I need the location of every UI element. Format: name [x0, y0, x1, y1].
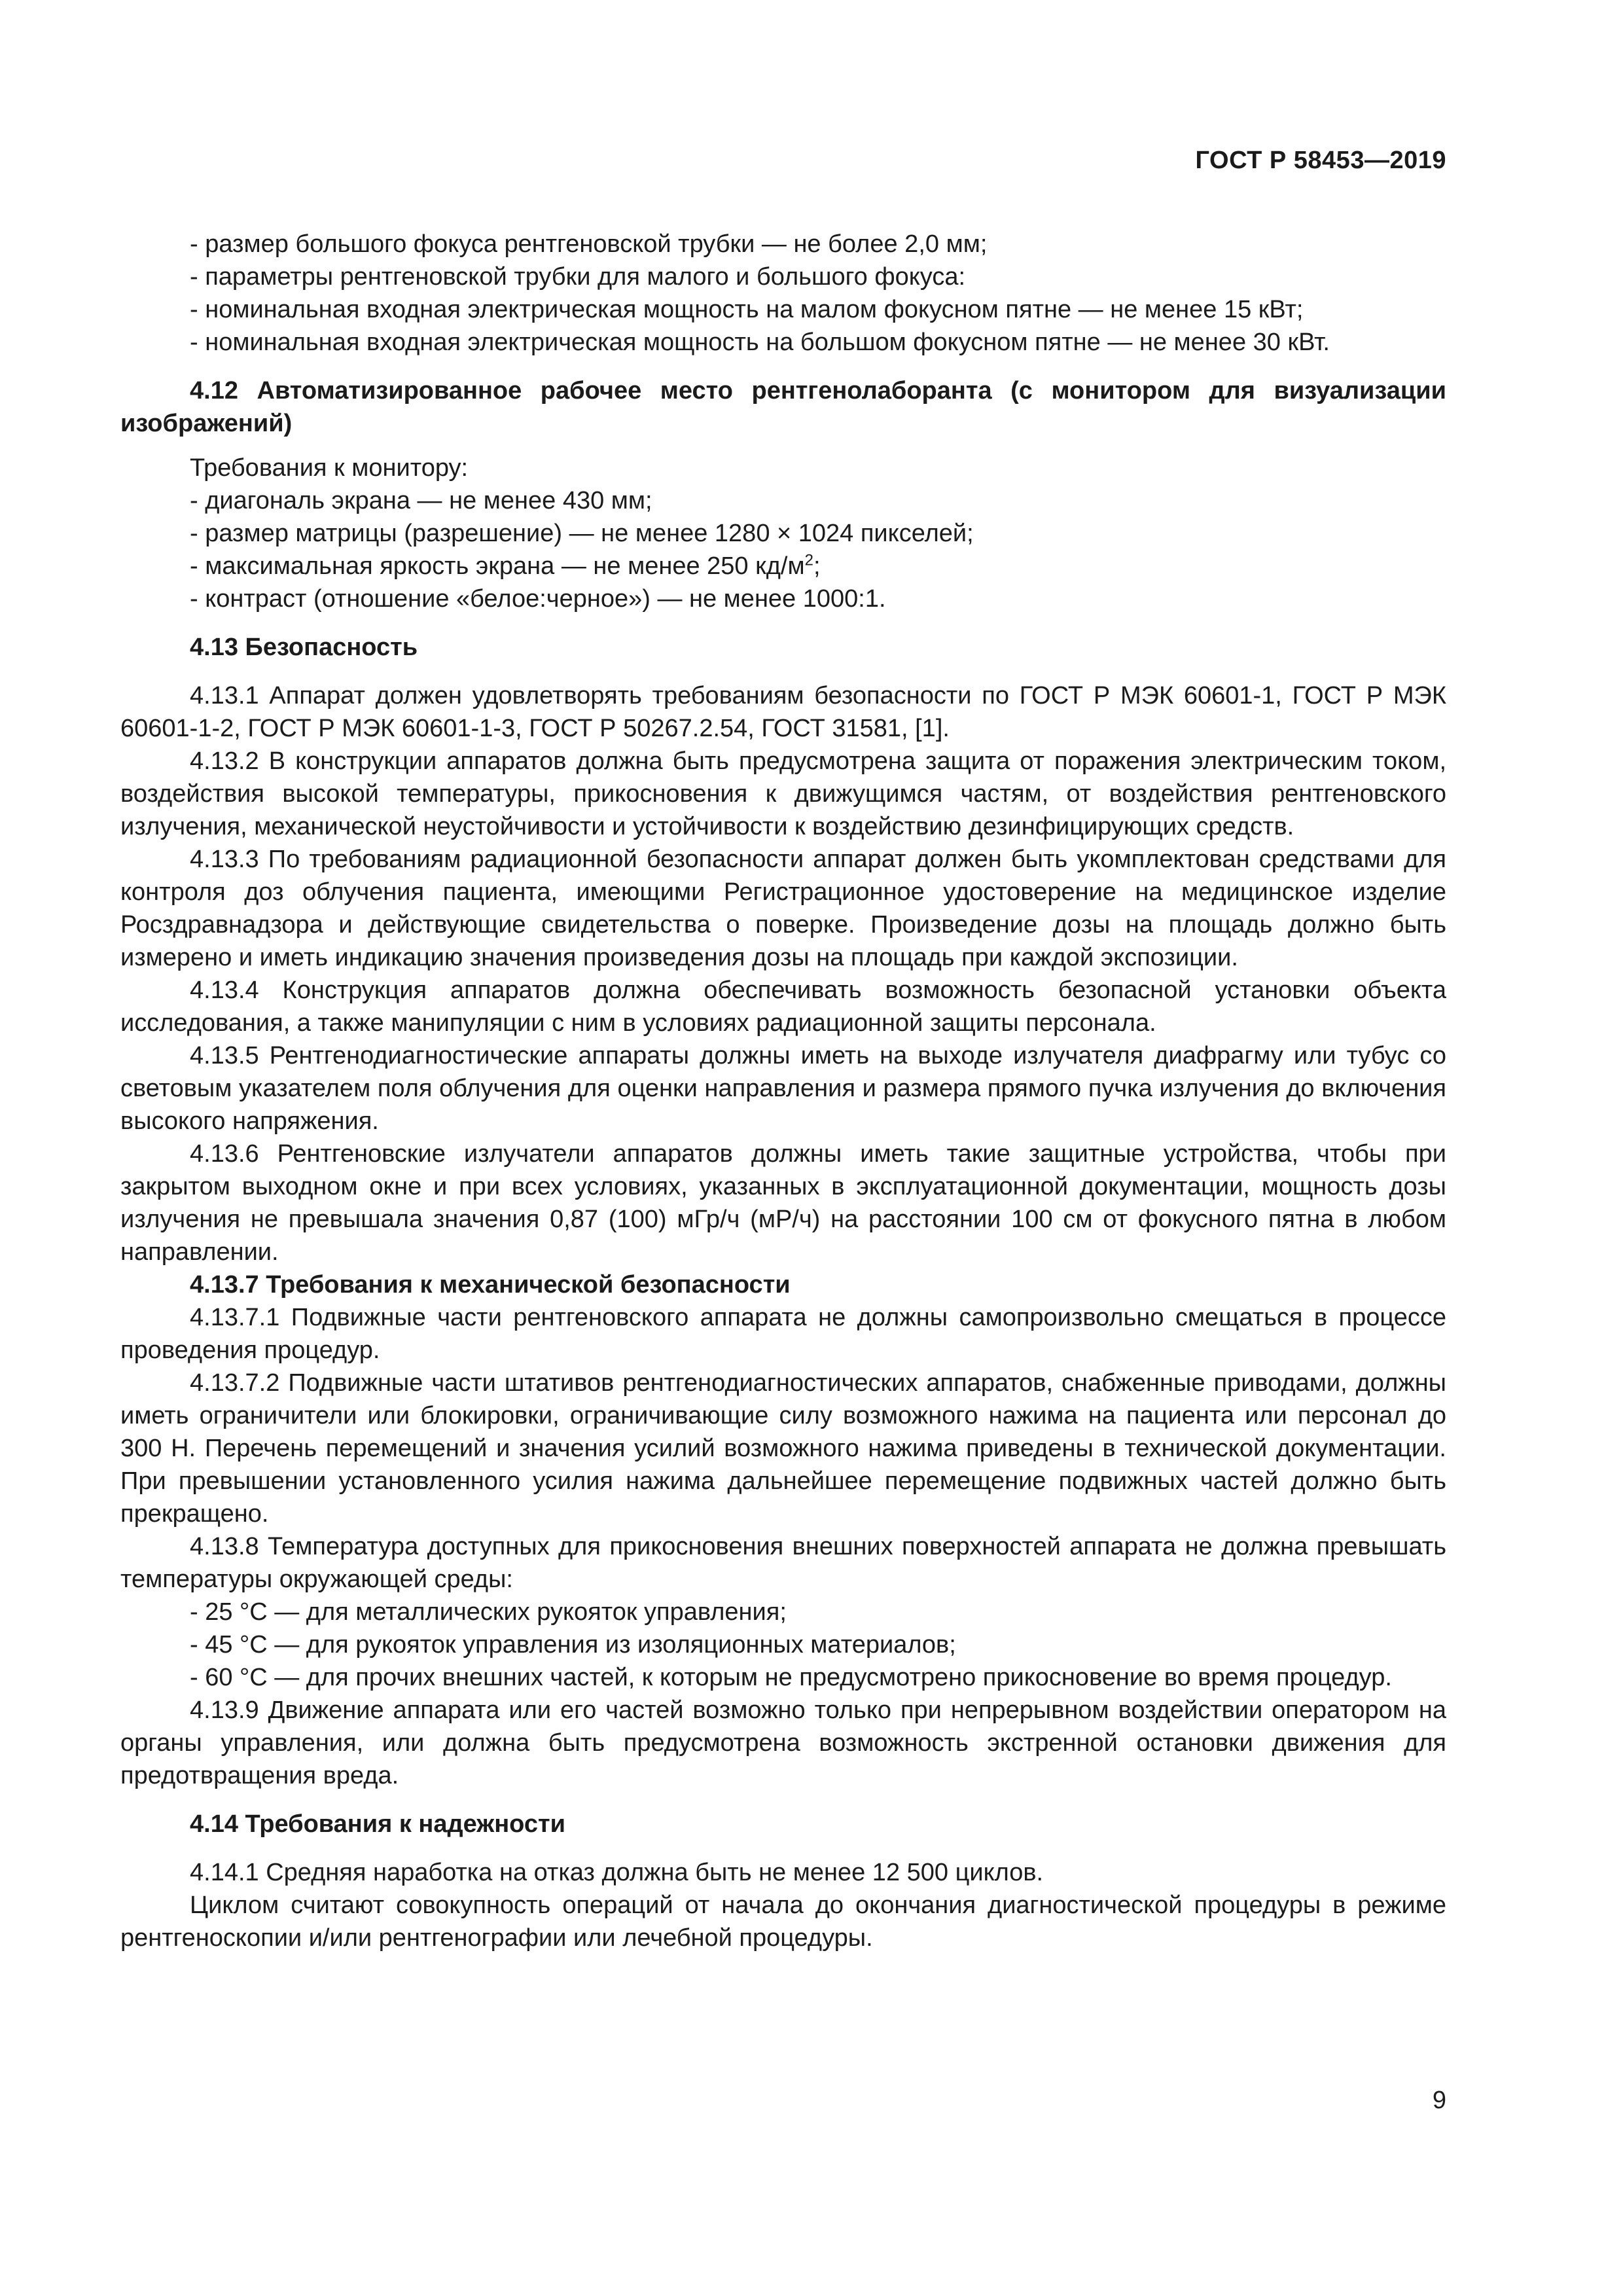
paragraph-4-13-3: 4.13.3 По требованиям радиационной безопасности аппарат должен быть укомплектован средствами для контроля доз облучения пациента, имеющими Регистрационное удостоверение на медицинское изделие Росздравнадзора и действующие свидетельства о поверке. Произведение дозы на площадь должно быть измерено и иметь индикацию значения произведения дозы на площадь при каждой экспозиции.: [120, 846, 1446, 971]
list-item: - номинальная входная электрическая мощность на большом фокусном пятне — не менее 30 кВт.: [190, 329, 1330, 356]
list-item: - 25 °С — для металлических рукояток управления;: [190, 1598, 787, 1626]
paragraph-4-14-1: 4.14.1 Средняя наработка на отказ должна быть не менее 12 500 циклов.: [190, 1859, 1044, 1886]
list-item: - контраст (отношение «белое:черное») — не менее 1000:1.: [190, 585, 886, 613]
list-item: - размер большого фокуса рентгеновской трубки — не более 2,0 мм;: [190, 230, 988, 258]
list-item: - диагональ экрана — не менее 430 мм;: [190, 487, 652, 514]
list-item: - номинальная входная электрическая мощность на малом фокусном пятне — не менее 15 кВт;: [190, 296, 1304, 323]
paragraph-cycle-definition: Циклом считают совокупность операций от начала до окончания диагностической процедуры в режиме рентгеноскопии и/или рентгенографии или лечебной процедуры.: [120, 1892, 1446, 1952]
paragraph-4-13-9: 4.13.9 Движение аппарата или его частей возможно только при непрерывном воздействии оператором на органы управления, или должна быть предусмотрена возможность экстренной остановки движения для предотвращения вреда.: [120, 1696, 1446, 1789]
paragraph-4-13-7-1: 4.13.7.1 Подвижные части рентгеновского аппарата не должны самопроизвольно смещаться в процессе проведения процедур.: [120, 1304, 1446, 1364]
brightness-end: ;: [813, 552, 821, 580]
paragraph-4-13-6: 4.13.6 Рентгеновские излучатели аппаратов должны иметь такие защитные устройства, чтобы при закрытом выходном окне и при всех условиях, указанных в эксплуатационной документации, мощность дозы излучения не превышала значения 0,87 (100) мГр/ч (мР/ч) на расстоянии 100 см от фокусного пятна в любом направлении.: [120, 1140, 1446, 1266]
list-item-brightness: [120, 550, 1446, 583]
paragraph-4-13-1: 4.13.1 Аппарат должен удовлетворять требованиям безопасности по ГОСТ Р МЭК 60601-1, ГОСТ Р МЭК 60601-1-2, ГОСТ Р МЭК 60601-1-3, ГОСТ Р 50267.2.54, ГОСТ 31581, [1].: [120, 682, 1446, 742]
document-body: [120, 228, 1446, 1954]
list-item: - параметры рентгеновской трубки для малого и большого фокуса:: [190, 263, 966, 291]
paragraph-4-13-5: 4.13.5 Рентгенодиагностические аппараты должны иметь на выходе излучателя диафрагму или тубус со световым указателем поля облучения для оценки направления и размера прямого пучка излучения до включения высокого напряжения.: [120, 1042, 1446, 1135]
superscript: 2: [804, 551, 813, 569]
list-item: - 60 °С — для прочих внешних частей, к которым не предусмотрено прикосновение во время процедур.: [190, 1664, 1392, 1691]
subsection-heading-4-13-7: 4.13.7 Требования к механической безопасности: [190, 1271, 791, 1299]
brightness-text: - максимальная яркость экрана — не менее 250 кд/м: [190, 552, 805, 580]
paragraph: Требования к монитору:: [190, 454, 469, 482]
paragraph-4-13-8: 4.13.8 Температура доступных для прикосновения внешних поверхностей аппарата не должна превышать температуры окружающей среды:: [120, 1533, 1446, 1593]
paragraph-4-13-4: 4.13.4 Конструкция аппаратов должна обеспечивать возможность безопасной установки объекта исследования, а также манипуляции с ним в условиях радиационной защиты персонала.: [120, 977, 1446, 1037]
paragraph-4-13-7-2: 4.13.7.2 Подвижные части штативов рентгенодиагностических аппаратов, снабженные приводами, должны иметь ограничители или блокировки, ограничивающие силу возможного нажима на пациента или персонал до 300 Н. Перечень перемещений и значения усилий возможного нажима приведены в технической документации. При превышении установленного усилия нажима дальнейшее перемещение подвижных частей должно быть прекращено.: [120, 1369, 1446, 1528]
list-item: - размер матрицы (разрешение) — не менее 1280 × 1024 пикселей;: [190, 520, 974, 547]
section-heading-4-14: 4.14 Требования к надежности: [190, 1810, 565, 1838]
section-heading-4-13: 4.13 Безопасность: [190, 634, 418, 661]
list-item: - 45 °С — для рукояток управления из изоляционных материалов;: [190, 1631, 956, 1659]
paragraph-4-13-2: 4.13.2 В конструкции аппаратов должна быть предусмотрена защита от поражения электрическим током, воздействия высокой температуры, прикосновения к движущимся частям, от воздействия рентгеновского излучения, механической неустойчивости и устойчивости к воздействию дезинфицирующих средств.: [120, 747, 1446, 840]
section-heading-4-12: 4.12 Автоматизированное рабочее место рентгенолаборанта (с монитором для визуализации изображений): [120, 377, 1446, 437]
page-number: 9: [1432, 2087, 1446, 2114]
document-code-header: ГОСТ Р 58453—2019: [1195, 147, 1446, 174]
